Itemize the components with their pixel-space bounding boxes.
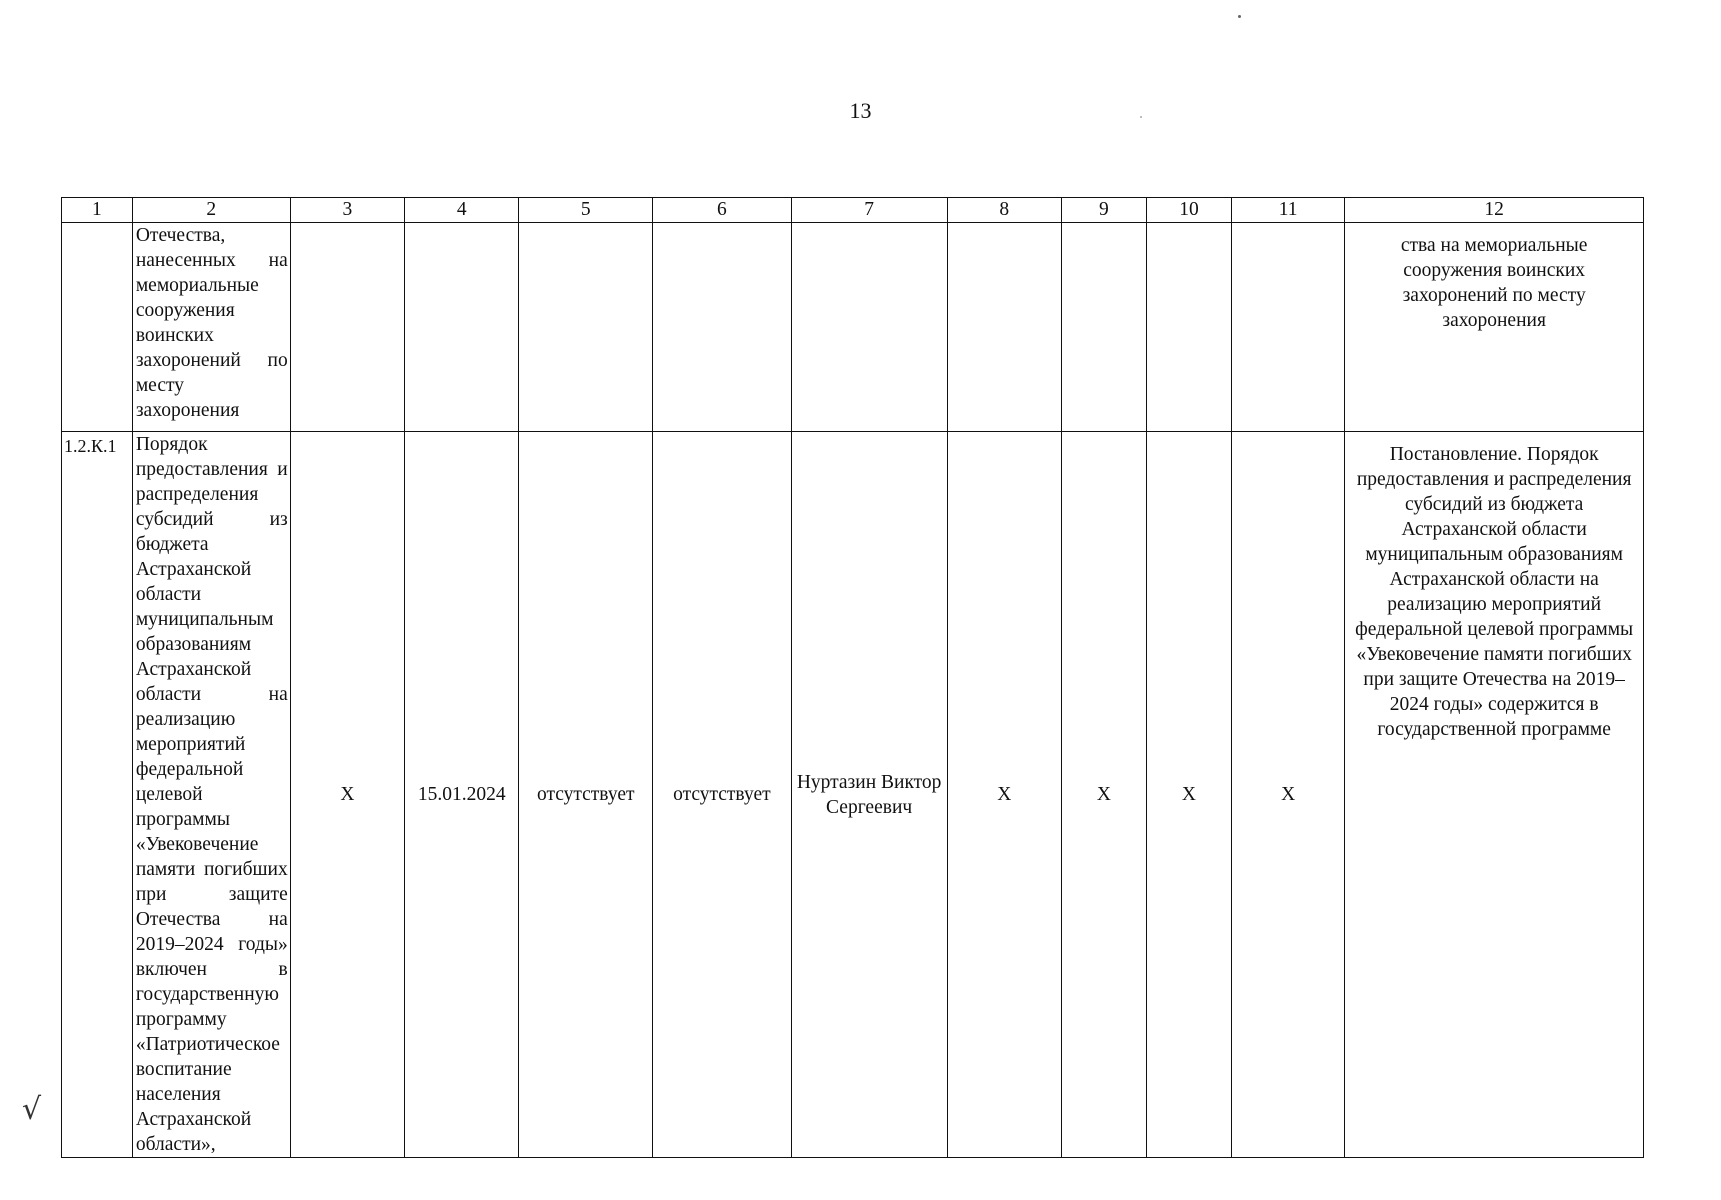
scan-speck — [1238, 15, 1241, 18]
cell-empty — [290, 223, 404, 432]
cell-status: отсутствует — [653, 432, 792, 1158]
cell-empty — [791, 223, 947, 432]
header-cell: 6 — [653, 198, 792, 223]
cell-date: 15.01.2024 — [405, 432, 519, 1158]
table-row — [62, 223, 1644, 432]
cell-empty — [1146, 223, 1231, 432]
header-cell: 7 — [791, 198, 947, 223]
cell-mark: X — [1231, 432, 1344, 1158]
cell-responsible: Нуртазин Виктор Сергеевич — [791, 432, 947, 1158]
cell-note: Постановление. Порядок предоставления и распределения субсидий из бюджета Астраханской области муниципальным образованиям Астраханской области на реализацию мероприятий федеральной целевой программы «Увековечение памяти погибших при защите Отечества на 2019–2024 годы» содержится в государственной программе — [1345, 432, 1644, 1158]
header-cell: 3 — [290, 198, 404, 223]
cell-item-number: 1.2.К.1 — [62, 432, 133, 1158]
page-number: 13 — [849, 98, 872, 123]
cell-note: ства на мемориальные сооружения воинских захоронений по месту захоронения — [1345, 223, 1644, 432]
cell-empty — [519, 223, 653, 432]
cell-mark: X — [1061, 432, 1146, 1158]
header-cell: 10 — [1146, 198, 1231, 223]
header-cell: 2 — [132, 198, 290, 223]
header-cell: 12 — [1345, 198, 1644, 223]
header-cell: 9 — [1061, 198, 1146, 223]
cell-mark: X — [947, 432, 1061, 1158]
cell-mark: X — [1146, 432, 1231, 1158]
cell-description: Отечества, нанесенных на мемориальные сооружения воинских захоронений по месту захоронения — [132, 223, 290, 432]
header-cell: 4 — [405, 198, 519, 223]
cell-empty — [1061, 223, 1146, 432]
table-row — [62, 432, 1644, 1158]
cell-mark: X — [290, 432, 404, 1158]
cell-empty — [653, 223, 792, 432]
scan-speck — [1140, 116, 1142, 118]
cell-empty — [405, 223, 519, 432]
cell-empty — [62, 223, 133, 432]
checkmark-icon: √ — [22, 1092, 42, 1127]
cell-description: Порядок предоставления и распределения субсидий из бюджета Астраханской области муниципальным образованиям Астраханской области на реализацию мероприятий федеральной целевой программы «Увековечение памяти погибших при защите Отечества на 2019–2024 годы» включен в государственную программу «Патриотическое воспитание населения Астраханской области», — [132, 432, 290, 1158]
header-row — [62, 198, 1644, 223]
header-cell: 5 — [519, 198, 653, 223]
cell-empty — [1231, 223, 1344, 432]
header-cell: 11 — [1231, 198, 1344, 223]
data-table — [61, 197, 1644, 1158]
header-cell: 8 — [947, 198, 1061, 223]
header-cell: 1 — [62, 198, 133, 223]
cell-empty — [947, 223, 1061, 432]
cell-status: отсутствует — [519, 432, 653, 1158]
